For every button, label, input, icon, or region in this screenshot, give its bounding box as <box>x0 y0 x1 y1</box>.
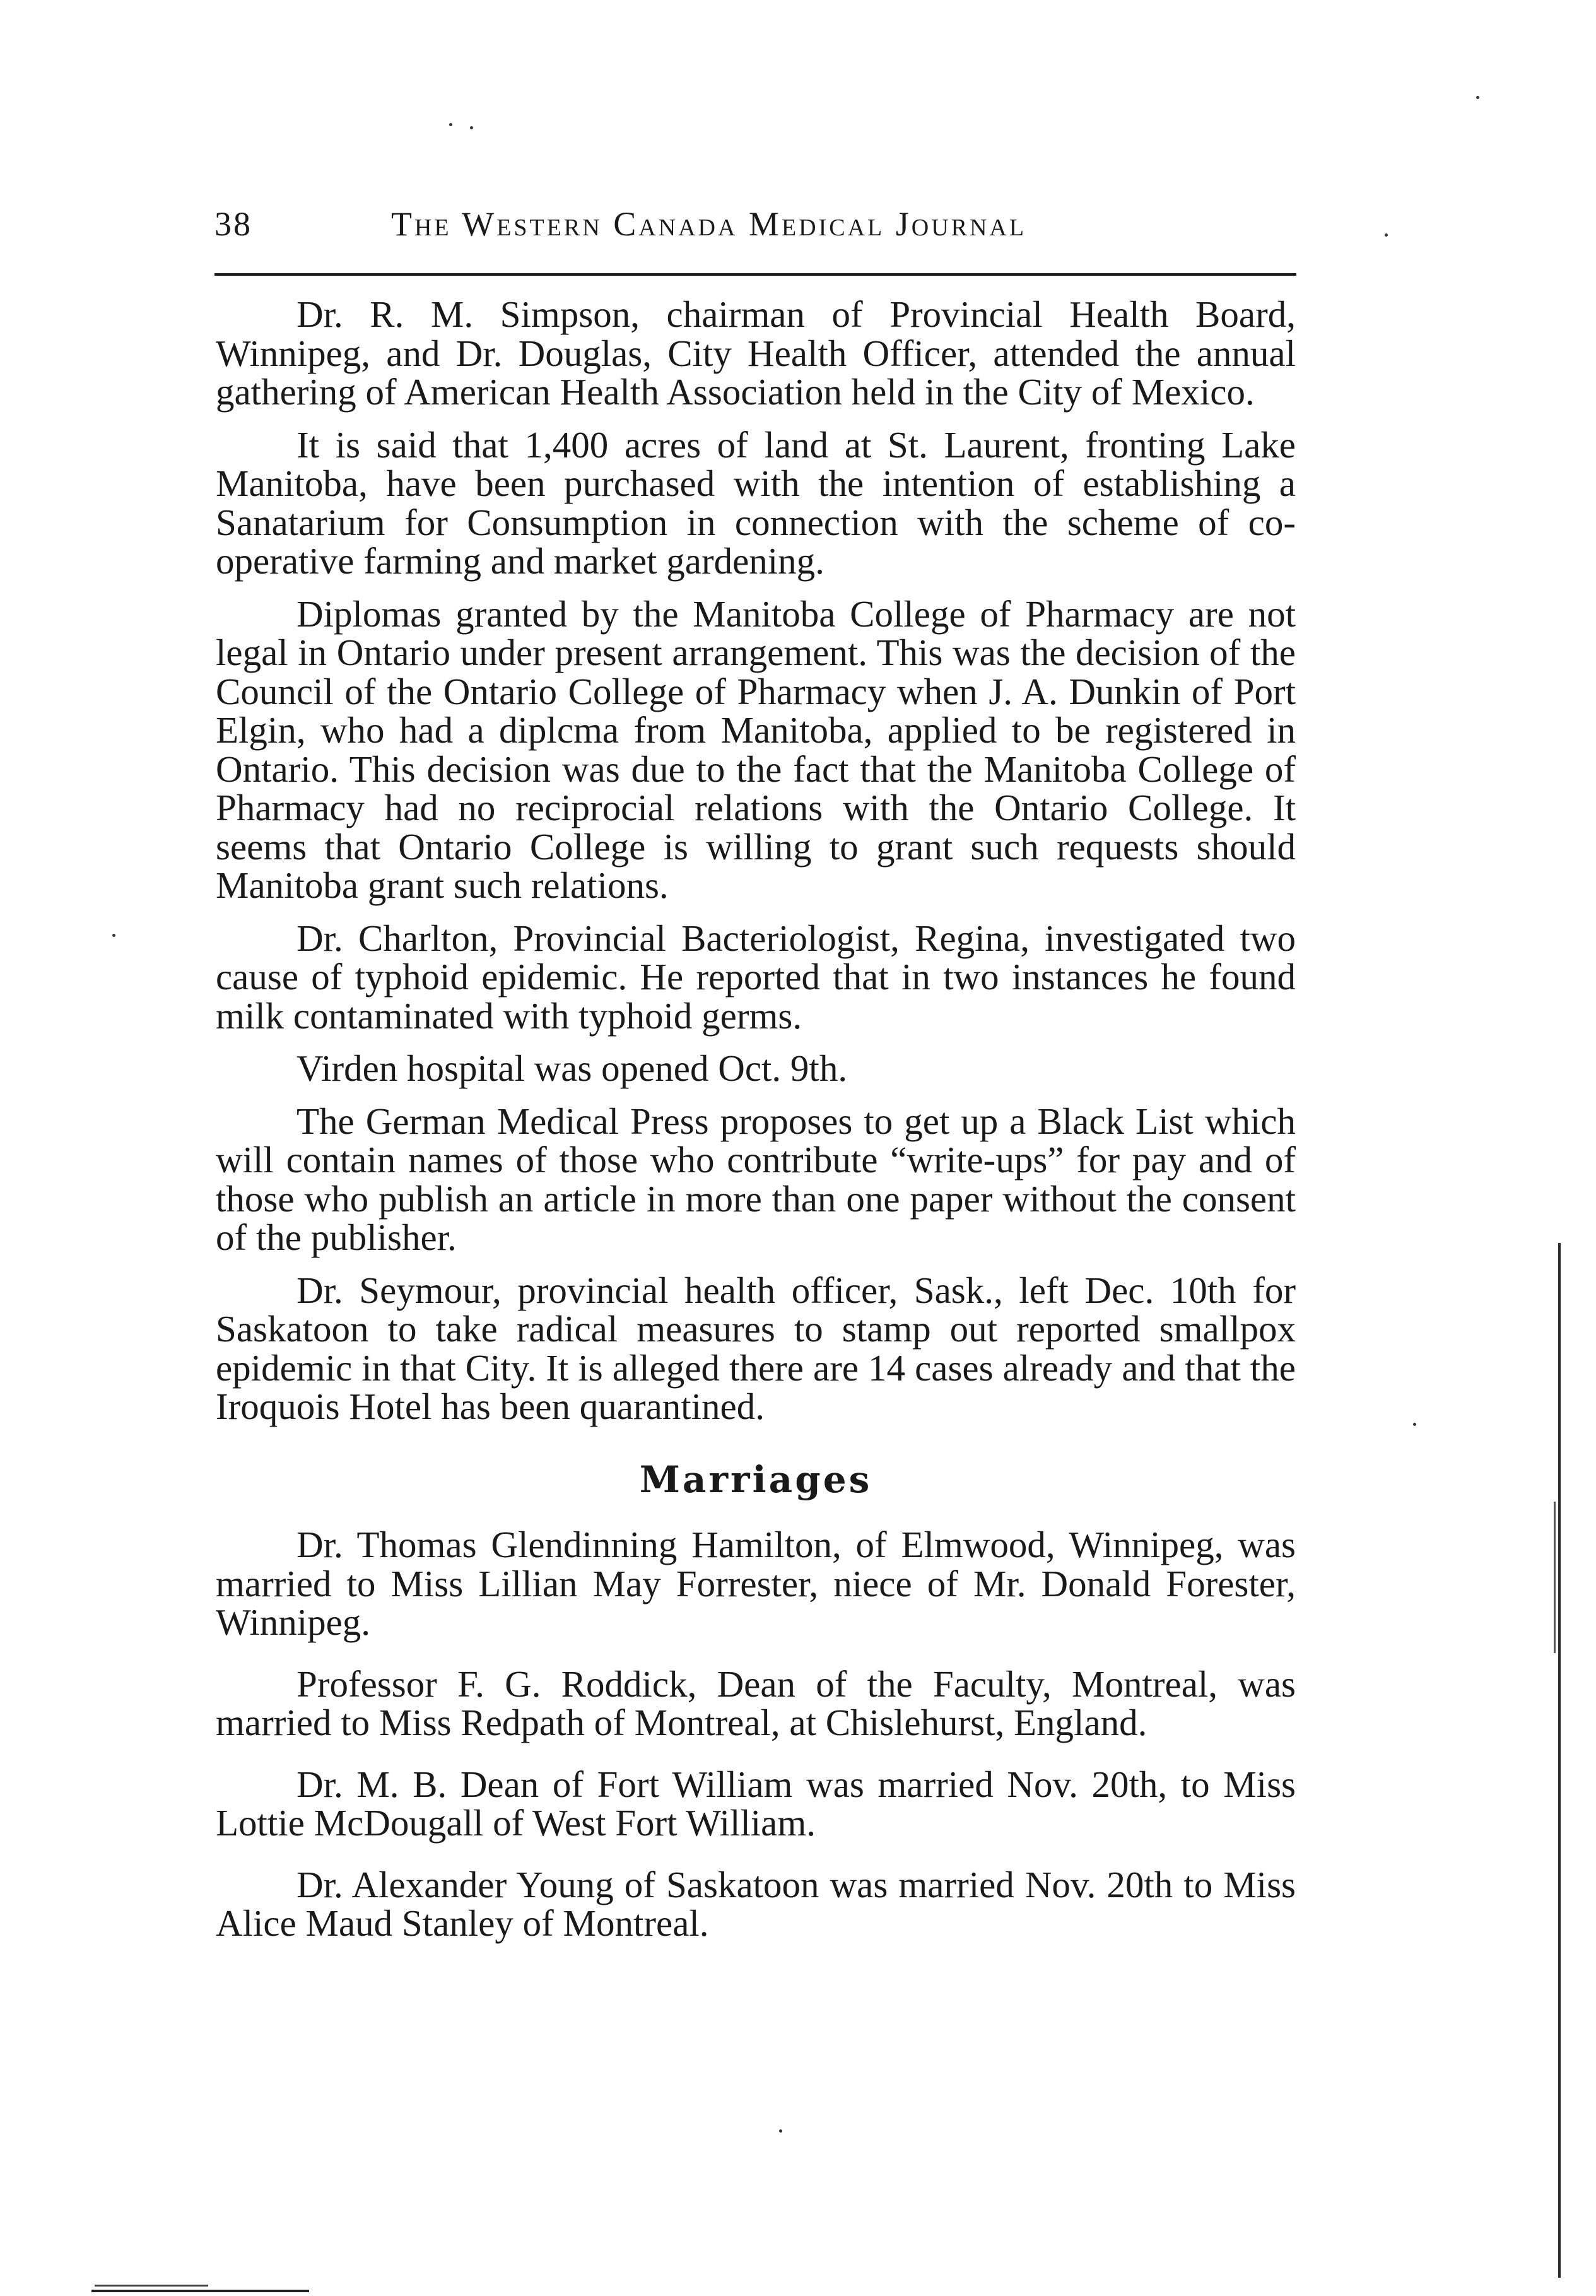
scan-speck <box>1476 96 1479 99</box>
marriage-item: Professor F. G. Roddick, Dean of the Faculty, Montreal, was married to Miss Redpath of Montreal, at Chislehurst, England. <box>216 1663 1296 1743</box>
marriages-section <box>216 1526 1296 1943</box>
header-rule <box>214 273 1296 276</box>
news-item: It is said that 1,400 acres of land at St. Laurent, fronting Lake Manitoba, have been purchased with the intention of establishing a Sanatarium for Consumption in connection with the scheme of co-operative farming and market gardening. <box>216 423 1296 582</box>
marriages-heading: Marriages <box>639 1457 872 1501</box>
news-item: Dr. R. M. Simpson, chairman of Provincial Health Board, Winnipeg, and Dr. Douglas, City Health Officer, attended the annual gathering of American Health Association held in the City of Mexico. <box>216 293 1296 413</box>
news-item: Virden hospital was opened Oct. 9th. <box>296 1047 848 1089</box>
news-item: The German Medical Press proposes to get up a Black List which will contain names of those who contribute “write-ups” for pay and of those who publish an article in more than one paper without the consent of the publisher. <box>216 1100 1296 1258</box>
running-head <box>214 202 1296 252</box>
scan-margin-mark <box>1554 1502 1556 1653</box>
footer-rule <box>95 2285 208 2287</box>
marriage-item: Dr. Alexander Young of Saskatoon was married Nov. 20th to Miss Alice Maud Stanley of Montreal. <box>216 1863 1296 1944</box>
marriage-item: Dr. M. B. Dean of Fort William was married Nov. 20th, to Miss Lottie McDougall of West Fort William. <box>216 1763 1296 1844</box>
news-item: Dr. Charlton, Provincial Bacteriologist, Regina, investigated two cause of typhoid epidemic. He reported that in two instances he found milk contaminated with typhoid germs. <box>216 917 1296 1037</box>
news-item: Diplomas granted by the Manitoba College of Pharmacy are not legal in Ontario under present arrangement. This was the decision of the Council of the Ontario College of Pharmacy when J. A. Dunkin of Port Elgin, who had a diplcma from Manitoba, applied to be registered in Ontario. This decision was due to the fact that the Manitoba College of Pharmacy had no reciprocial relations with the Ontario College. It seems that Ontario College is willing to grant such requests should Manitoba grant such relations. <box>216 592 1296 906</box>
journal-title: The Western Canada Medical Journal <box>391 205 1027 243</box>
page-number: 38 <box>214 205 252 243</box>
scan-speck <box>779 2129 782 2133</box>
scan-margin-mark <box>1558 1243 1561 2278</box>
scan-speck <box>470 126 473 129</box>
footer-rule <box>91 2290 309 2292</box>
scan-speck <box>1413 1423 1416 1426</box>
news-item: Dr. Seymour, provincial health officer, Sask., left Dec. 10th for Saskatoon to take radical measures to stamp out reported smallpox epidemic in that City. It is alleged there are 14 cases already and that the Iroquois Hotel has been quarantined. <box>216 1269 1296 1427</box>
scan-speck <box>1385 233 1388 237</box>
text-column <box>216 295 1296 1966</box>
marriage-item: Dr. Thomas Glendinning Hamilton, of Elmwood, Winnipeg, was married to Miss Lillian May Forrester, niece of Mr. Donald Forester, Winnipeg. <box>216 1524 1296 1643</box>
scan-speck <box>112 934 115 937</box>
news-section <box>216 295 1296 1427</box>
scan-speck <box>449 123 452 126</box>
